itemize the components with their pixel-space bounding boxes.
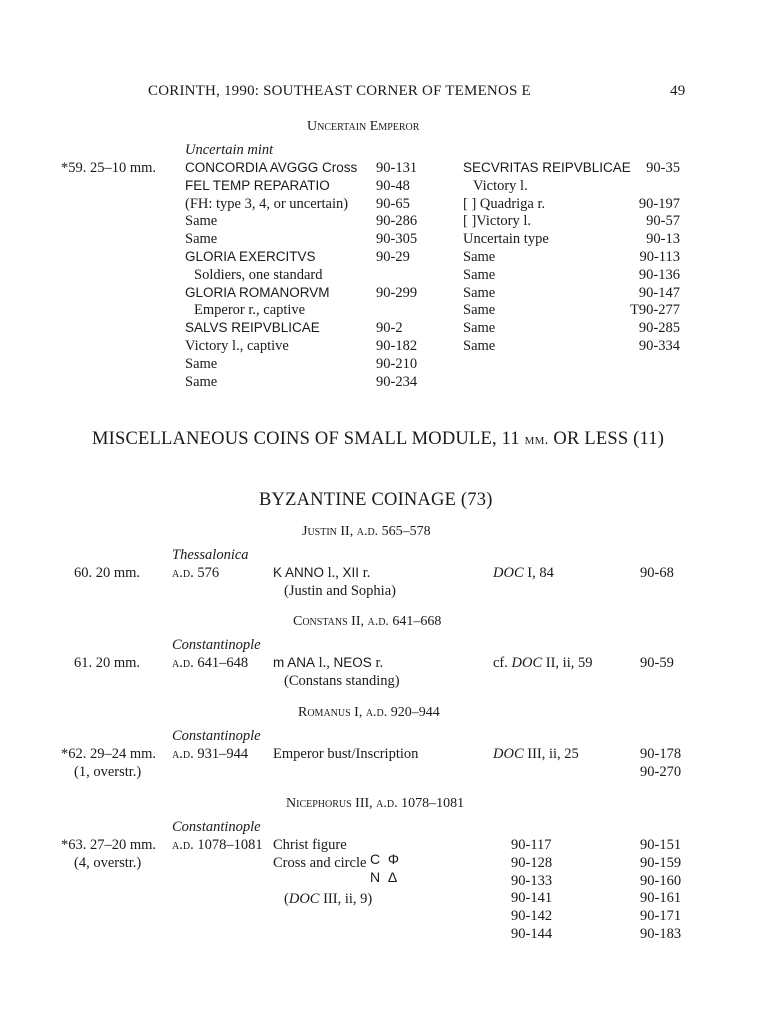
nicephorus-inventory-item: 90-171 xyxy=(640,908,682,924)
nicephorus-inventory-item: 90-161 xyxy=(640,890,682,906)
justin-ref-rest: I, 84 xyxy=(523,565,554,581)
right-list-description: SECVRITAS REIPVBLICAE xyxy=(463,160,631,175)
left-list-description: GLORIA ROMANORVM xyxy=(185,285,330,300)
justin-legend-mid: l., xyxy=(324,565,343,581)
entry-61-label: 61. 20 mm. xyxy=(74,655,141,671)
left-list-description: Same xyxy=(185,213,218,229)
left-list-inventory: 90-182 xyxy=(376,338,418,354)
nicephorus-mint: Constantinople xyxy=(172,819,261,835)
nicephorus-letters-bottom: N Δ xyxy=(370,869,398,885)
misc-heading-post: OR LESS (11) xyxy=(548,429,665,449)
constans-description-2: (Constans standing) xyxy=(284,673,400,689)
nicephorus-letters-top: C Φ xyxy=(370,851,400,867)
justin-date: a.d. 576 xyxy=(172,565,220,581)
right-list-inventory: 90-285 xyxy=(638,320,680,336)
nicephorus-ref-doc: DOC xyxy=(288,891,320,907)
nicephorus-reference xyxy=(284,892,372,907)
constans-ref-doc: DOC xyxy=(511,655,543,671)
justin-legend-2: XII xyxy=(342,565,360,580)
right-list-inventory: 90-147 xyxy=(638,285,680,301)
entry-59-label: *59. 25–10 mm. xyxy=(61,160,157,176)
right-list-description: [ ] Quadriga r. xyxy=(463,196,546,212)
nicephorus-inventory-item: 90-117 xyxy=(511,837,552,853)
left-list-inventory: 90-286 xyxy=(376,213,418,229)
left-list-inventory: 90-48 xyxy=(376,178,410,194)
justin-legend-end: r. xyxy=(359,565,371,581)
right-list-inventory: 90-136 xyxy=(638,267,680,283)
romanus-description: Emperor bust/Inscription xyxy=(273,746,419,762)
entry-63-label: *63. 27–20 mm. xyxy=(61,837,157,853)
nicephorus-heading: Nicephorus III, a.d. 1078–1081 xyxy=(286,796,465,811)
left-list-description: Soldiers, one standard xyxy=(194,267,323,283)
entry-62-note: (1, overstr.) xyxy=(74,764,142,780)
nicephorus-inventory-item: 90-142 xyxy=(511,908,553,924)
constans-mint: Constantinople xyxy=(172,637,261,653)
justin-inventory: 90-68 xyxy=(640,565,674,581)
constans-heading: Constans II, a.d. 641–668 xyxy=(293,614,442,629)
right-list-inventory: 90-197 xyxy=(638,196,680,212)
right-list-description: Same xyxy=(463,320,496,336)
right-list-description: Same xyxy=(463,302,496,318)
left-list-inventory: 90-234 xyxy=(376,374,418,390)
romanus-inventory-2: 90-270 xyxy=(640,764,682,780)
uncertain-emperor-heading: Uncertain Emperor xyxy=(307,119,420,134)
romanus-mint: Constantinople xyxy=(172,728,261,744)
romanus-ref-rest: III, ii, 25 xyxy=(523,746,579,762)
nicephorus-inventory-item: 90-133 xyxy=(511,873,553,889)
justin-heading: Justin II, a.d. 565–578 xyxy=(302,524,431,539)
right-list-inventory: 90-13 xyxy=(646,231,680,247)
constans-ref-rest: II, ii, 59 xyxy=(542,655,593,671)
left-list-inventory: 90-131 xyxy=(376,160,418,176)
left-list-description: Same xyxy=(185,374,218,390)
left-list-description: GLORIA EXERCITVS xyxy=(185,249,316,264)
nicephorus-inventory-item: 90-144 xyxy=(511,926,553,942)
left-list-description: Victory l., captive xyxy=(185,338,289,354)
byzantine-heading: BYZANTINE COINAGE (73) xyxy=(259,490,493,510)
running-head: CORINTH, 1990: SOUTHEAST CORNER OF TEMENOS E xyxy=(148,83,531,99)
constans-legend-end: r. xyxy=(371,655,384,671)
left-list-description: FEL TEMP REPARATIO xyxy=(185,178,330,193)
right-list-description: [ ]Victory l. xyxy=(463,213,531,229)
left-list-inventory: 90-2 xyxy=(376,320,403,336)
constans-reference xyxy=(493,656,592,671)
entry-63-note: (4, overstr.) xyxy=(74,855,142,871)
right-list-description: Same xyxy=(463,285,496,301)
nicephorus-inventory-item: 90-141 xyxy=(511,890,553,906)
misc-heading-unit: mm. xyxy=(524,432,549,448)
nicephorus-inventory-item: 90-151 xyxy=(640,837,682,853)
left-list-description: Same xyxy=(185,356,218,372)
constans-legend-mid: l., xyxy=(315,655,334,671)
nicephorus-inventory-item: 90-183 xyxy=(640,926,682,942)
misc-heading-pre: MISCELLANEOUS COINS OF SMALL MODULE, 11 xyxy=(92,429,525,449)
misc-coins-heading xyxy=(92,430,664,449)
nicephorus-description-1: Christ figure xyxy=(273,837,347,853)
constans-legend-1: m ANA xyxy=(273,655,316,670)
romanus-date: a.d. 931–944 xyxy=(172,746,249,762)
justin-reference xyxy=(493,566,554,581)
left-list-inventory: 90-299 xyxy=(376,285,418,301)
justin-legend-1: K ANNO xyxy=(273,565,325,580)
page-number: 49 xyxy=(670,83,686,99)
left-list-inventory: 90-29 xyxy=(376,249,410,265)
nicephorus-inventory-item: 90-159 xyxy=(640,855,682,871)
left-list-inventory: 90-65 xyxy=(376,196,410,212)
right-list-inventory: 90-35 xyxy=(646,160,680,176)
right-list-description: Same xyxy=(463,249,496,265)
nicephorus-inventory-item: 90-128 xyxy=(511,855,553,871)
constans-date: a.d. 641–648 xyxy=(172,655,249,671)
right-list-description: Victory l. xyxy=(473,178,528,194)
justin-ref-doc: DOC xyxy=(493,565,524,581)
right-list-description: Uncertain type xyxy=(463,231,549,247)
left-list-inventory: 90-210 xyxy=(376,356,418,372)
left-list-description: CONCORDIA AVGGG Cross xyxy=(185,160,358,175)
nicephorus-ref-rest: III, ii, 9) xyxy=(319,891,373,907)
romanus-heading: Romanus I, a.d. 920–944 xyxy=(298,705,440,720)
romanus-reference xyxy=(493,747,579,762)
justin-description xyxy=(273,566,370,581)
nicephorus-description-2: Cross and circle xyxy=(273,855,367,871)
right-list-inventory: 90-113 xyxy=(639,249,680,265)
constans-description xyxy=(273,656,383,671)
left-list-description: Emperor r., captive xyxy=(194,302,306,318)
nicephorus-date: a.d. 1078–1081 xyxy=(172,837,263,853)
constans-legend-2: NEOS xyxy=(333,655,372,670)
right-list-description: Same xyxy=(463,267,496,283)
left-list-description: (FH: type 3, 4, or uncertain) xyxy=(185,196,349,212)
uncertain-mint-label: Uncertain mint xyxy=(185,142,274,158)
left-list-description: Same xyxy=(185,231,218,247)
left-list-inventory: 90-305 xyxy=(376,231,418,247)
constans-ref-pre: cf. xyxy=(493,655,512,671)
right-list-description: Same xyxy=(463,338,496,354)
right-list-inventory: T90-277 xyxy=(630,302,680,318)
entry-62-label: *62. 29–24 mm. xyxy=(61,746,157,762)
left-list-description: SALVS REIPVBLICAE xyxy=(185,320,320,335)
romanus-inventory-1: 90-178 xyxy=(640,746,682,762)
right-list-inventory: 90-334 xyxy=(638,338,680,354)
constans-inventory: 90-59 xyxy=(640,655,674,671)
justin-mint: Thessalonica xyxy=(172,547,249,563)
nicephorus-inventory-item: 90-160 xyxy=(640,873,682,889)
nicephorus-ref-pre: ( xyxy=(284,891,289,907)
entry-60-label: 60. 20 mm. xyxy=(74,565,141,581)
justin-description-2: (Justin and Sophia) xyxy=(284,583,396,599)
right-list-inventory: 90-57 xyxy=(646,213,680,229)
romanus-ref-doc: DOC xyxy=(493,746,524,762)
